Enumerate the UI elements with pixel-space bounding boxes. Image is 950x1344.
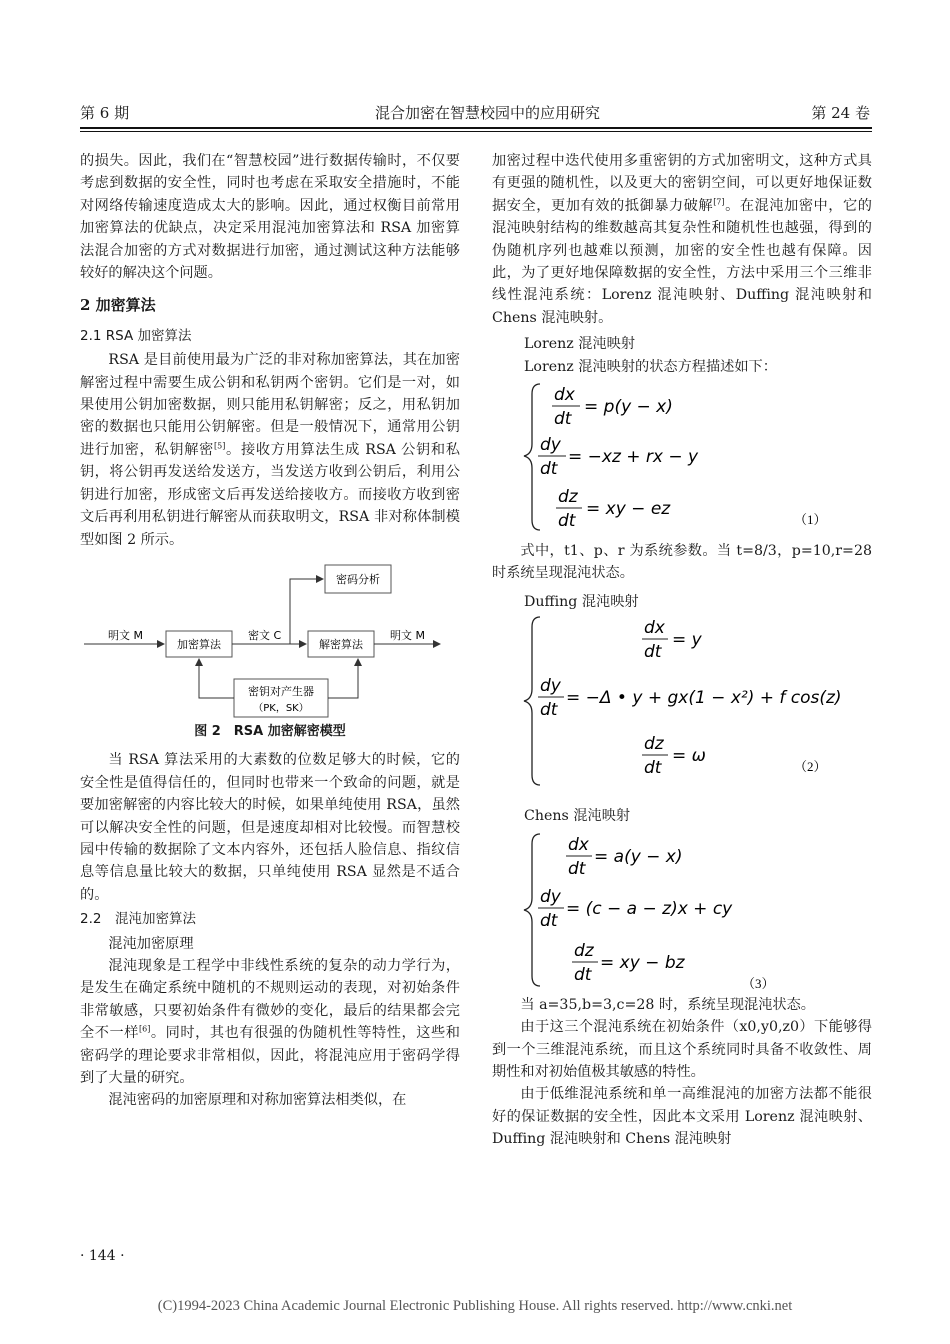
- text-run: RSA 是目前使用最为广泛的非对称加密算法，其在加密解密过程中需要生成公钥和私钥两个密钥。它们是一对，如果使用公钥加密数据，则只能用私钥解密；反之，用私钥加密的数据也只能用公钥解密。但是一般情况下，通常用公钥进行加密，私钥解密: [80, 352, 460, 458]
- subsection-heading: 2.2 混沌加密算法: [80, 911, 196, 928]
- equation-rhs: = (c − a − z)x + cy: [566, 898, 733, 919]
- page-number: · 144 ·: [80, 1248, 125, 1264]
- plain-out-label: 明文 M: [390, 628, 425, 642]
- fraction-numerator: dx: [568, 834, 589, 855]
- article-title: 混合加密在智慧校园中的应用研究: [375, 104, 601, 122]
- lorenz-description: Lorenz 混沌映射的状态方程描述如下：: [524, 358, 777, 375]
- citation-5[interactable]: [5]: [214, 441, 226, 451]
- text-run: 。同时，其也有很强的伪随机性等特性，这些和密码学的理论要求非常相似，因此，将混沌应用于密码学得到了大量的研究。: [80, 1025, 460, 1086]
- equation-3: [492, 828, 872, 994]
- chens-title: Chens 混沌映射: [524, 808, 631, 825]
- fraction-denominator: dt: [574, 964, 592, 985]
- equation-number: （2）: [794, 759, 827, 775]
- equation-rhs: = −xz + rx − y: [568, 447, 699, 468]
- equation-rhs: = xy − bz: [600, 952, 685, 973]
- arrow-key-to-decrypt: [328, 659, 358, 698]
- duffing-title: Duffing 混沌映射: [524, 593, 639, 610]
- text-run: 混沌现象是工程学中非线性系统的复杂的动力学行为，是发生在确定系统中随机的不规则运动的表现，对初始条件非常敏感，只要初始条件有微妙的变化，最后的结果都会完全不一样: [80, 957, 460, 1042]
- paragraph: 式中，t1、p、r 为系统参数。当 t=8/3，p=10,r=28 时系统呈现混沌状态。: [492, 543, 872, 582]
- paragraph: 的损失。因此，我们在“智慧校园”进行数据传输时，不仅要考虑到数据的安全性，同时也考虑在采取安全措施时，不能对网络传输速度造成太大的影响。因此，通过权衡目前常用加密算法的优缺点，决定采用混沌加密算法和 RSA 加密算法混合加密的方式对数据进行加密，通过测试这种方法能够较好的解决这个问题。: [80, 153, 460, 282]
- fraction-denominator: dt: [568, 858, 586, 879]
- fraction-denominator: dt: [540, 700, 558, 721]
- equation-brace: [524, 834, 540, 986]
- analysis-label: 密码分析: [336, 572, 380, 586]
- equation-rhs: = xy − ez: [586, 499, 671, 520]
- paragraph: [80, 349, 460, 551]
- paragraph: 由于这三个混沌系统在初始条件（x0,y0,z0）下能够得到一个三维混沌系统，而且这个系统同时具备不收敛性、周期性和对初始值极其敏感的特性。: [492, 1019, 872, 1080]
- fraction-denominator: dt: [644, 758, 662, 779]
- rsa-model-diagram: [80, 561, 460, 721]
- citation-7[interactable]: [7]: [713, 197, 725, 207]
- fraction-numerator: dx: [644, 618, 665, 639]
- subsection-heading: 2.1 RSA 加密算法: [80, 327, 192, 344]
- paragraph-heading: 混沌加密原理: [108, 935, 194, 952]
- equation-number: （1）: [794, 512, 827, 528]
- fraction-denominator: dt: [540, 459, 558, 480]
- equation-rhs: = a(y − x): [594, 846, 683, 867]
- paragraph: 当 RSA 算法采用的大素数的位数足够大的时候，它的安全性是值得信任的，但同时也带来一个致命的问题，就是要加密解密的内容比较大的时候，如果单纯使用 RSA，虽然可以解决安全性的问题，但是速度却相对比较慢。而智慧校园中传输的数据除了文本内容外，还包括人脸信息、指纹信息等信息量比较大的数据，只单纯使用 RSA 显然是不适合的。: [80, 752, 460, 903]
- fraction-numerator: dy: [540, 886, 561, 907]
- header-rule-thick: [80, 127, 872, 129]
- equation-number: （3）: [742, 975, 775, 991]
- paragraph: [492, 150, 872, 329]
- equation-2: [492, 613, 872, 789]
- copyright-notice: (C)1994-2023 China Academic Journal Electronic Publishing House. All rights reserved. http://www.cnki.net: [157, 1298, 793, 1314]
- volume-number: 第 24 卷: [811, 104, 870, 122]
- equation-brace: [524, 384, 540, 530]
- paragraph: 当 a=35,b=3,c=28 时，系统呈现混沌状态。: [520, 996, 815, 1013]
- keygen-label: 密钥对产生器: [248, 684, 314, 698]
- fraction-denominator: dt: [644, 642, 662, 663]
- fraction-numerator: dy: [540, 676, 561, 697]
- equation-1: [492, 378, 872, 538]
- encrypt-label: 加密算法: [177, 637, 221, 651]
- paragraph: 混沌密码的加密原理和对称加密算法相类似，在: [108, 1092, 407, 1109]
- header-rule-thin: [80, 131, 872, 132]
- equation-brace: [524, 617, 540, 785]
- fraction-numerator: dz: [574, 940, 594, 961]
- cipher-label: 密文 C: [248, 628, 282, 642]
- fraction-denominator: dt: [558, 511, 576, 532]
- arrow-key-to-encrypt: [199, 659, 234, 698]
- equation-rhs: = p(y − x): [584, 397, 673, 418]
- decrypt-label: 解密算法: [319, 637, 363, 651]
- right-column: [492, 150, 872, 1151]
- text-run: 。在混沌加密中，它的混沌映射结构的维数越高其复杂性和随机性也越强，得到的伪随机序列也越难以预测，加密的安全性也越有保障。因此，为了更好地保障数据的安全性，方法中采用三个三维非线性混沌系统：Lorenz 混沌映射、Duffing 混沌映射和 Chens 混沌映射。: [492, 197, 872, 326]
- lorenz-title: Lorenz 混沌映射: [524, 336, 636, 353]
- left-column: [80, 150, 460, 1112]
- equation-rhs: = −Δ • y + gx(1 − x²) + f cos(z): [566, 688, 842, 709]
- plain-in-label: 明文 M: [108, 628, 143, 642]
- fraction-denominator: dt: [554, 409, 572, 430]
- fraction-numerator: dx: [554, 385, 575, 406]
- fraction-numerator: dz: [558, 487, 578, 508]
- issue-number: 第 6 期: [80, 104, 130, 122]
- paragraph: 由于低维混沌系统和单一高维混沌的加密方法都不能很好的保证数据的安全性，因此本文采用 Lorenz 混沌映射、Duffing 混沌映射和 Chens 混沌映射: [492, 1086, 872, 1148]
- fraction-numerator: dy: [540, 435, 561, 456]
- fraction-denominator: dt: [540, 910, 558, 931]
- equation-rhs: = ω: [672, 746, 706, 767]
- paragraph: [80, 955, 460, 1089]
- running-header: [80, 98, 870, 126]
- keygen-sub-label: （PK，SK）: [253, 702, 309, 714]
- text-run: 加密过程中迭代使用多重密钥的方式加密明文，这种方式具有更强的随机性，以及更大的密钥空间，可以更好地保证数据安全，更加有效的抵御暴力破解: [492, 153, 872, 214]
- fraction-numerator: dz: [644, 734, 664, 755]
- figure-caption: 图 2 RSA 加密解密模型: [194, 723, 346, 739]
- equation-rhs: = y: [672, 630, 702, 651]
- text-run: 。接收方用算法生成 RSA 公钥和私钥，将公钥再发送给发送方，当发送方收到公钥后，利用公钥进行加密，形成密文后再发送给接收方。而接收方收到密文后再利用私钥进行解密从而获取明文，RSA 非对称体制模型如图 2 所示。: [80, 441, 460, 548]
- section-heading: 2 加密算法: [80, 296, 156, 315]
- citation-6[interactable]: [6]: [138, 1024, 151, 1034]
